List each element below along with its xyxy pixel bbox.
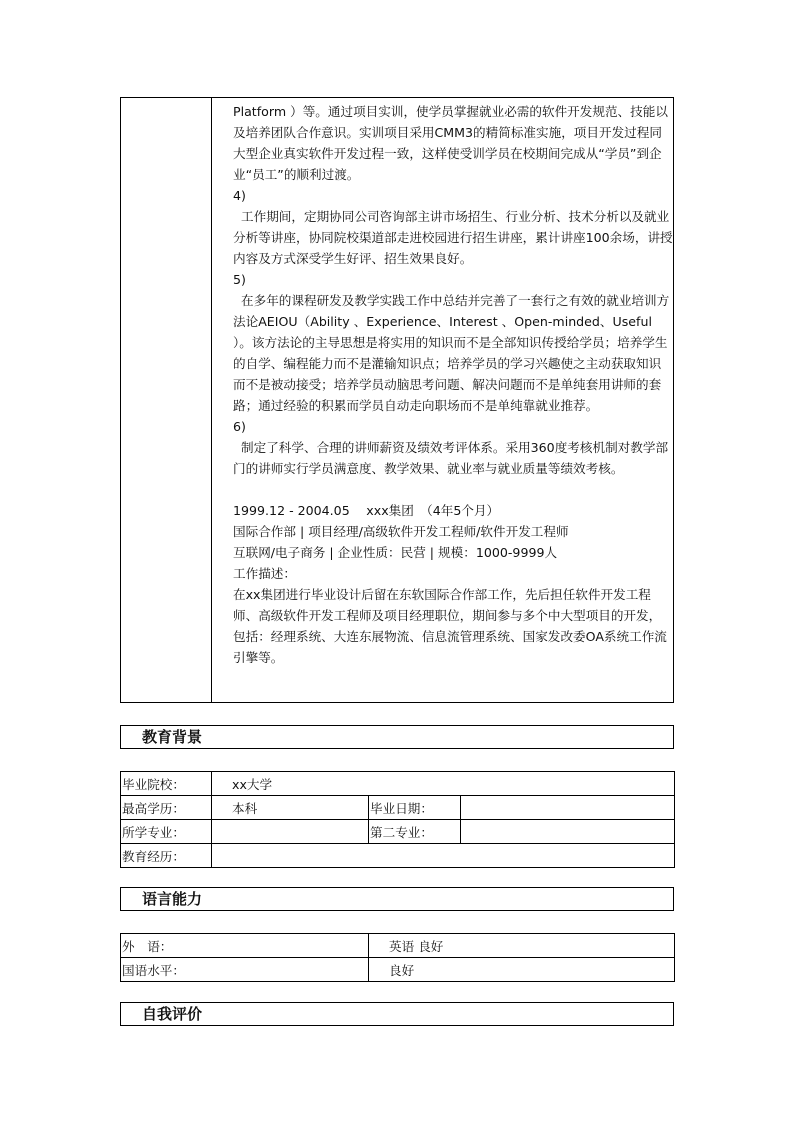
education-history-label: 教育经历： (121, 844, 212, 868)
school-value: xx大学 (212, 772, 675, 796)
column-divider (211, 98, 212, 702)
major-value (212, 820, 369, 844)
job-role: 国际合作部 | 项目经理/高级软件开发工程师/软件开发工程师 (233, 524, 569, 539)
work-item-number: 5) (233, 272, 246, 287)
education-table (120, 771, 675, 868)
foreign-language-label: 外 语： (121, 934, 369, 958)
mandarin-value: 良好 (369, 958, 675, 982)
mandarin-label: 国语水平： (121, 958, 369, 982)
spacer (233, 479, 673, 500)
job-description: 在xx集团进行毕业设计后留在东软国际合作部工作，先后担任软件开发工程师、高级软件开发工程师及项目经理职位，期间参与多个中大型项目的开发，包括：经理系统、大连东展物流、信息流管理系统、国家发改委OA系统工作流引擎等。 (233, 587, 667, 665)
table-row (121, 820, 675, 844)
section-header-self-evaluation (120, 1002, 674, 1026)
work-experience-content (233, 101, 673, 668)
major-label: 所学专业： (121, 820, 212, 844)
table-row (121, 934, 675, 958)
table-row (121, 796, 675, 820)
grad-date-value (461, 796, 675, 820)
work-paragraph: Platform ）等。通过项目实训，使学员掌握就业必需的软件开发规范、技能以及培养团队合作意识。实训项目采用CMM3的精简标准实施，项目开发过程同大型企业真实软件开发过程一致，这样使受训学员在校期间完成从“学员”到企业“员工”的顺利过渡。 (233, 104, 668, 182)
table-row (121, 772, 675, 796)
section-title: 自我评价 (142, 1005, 203, 1023)
work-paragraph: 在多年的课程研发及教学实践工作中总结并完善了一套行之有效的就业培训方法论AEIOU（Ability 、Experience、Interest 、Open-minded、Useful ）。该方法论的主导思想是将实用的知识而不是全部知识传授给学员；培养学生的自学、编程能力而不是灌输知识点；培养学员的学习兴趣使之主动获取知识而不是被动接受；培养学员动脑思考问题、解决问题而不是单纯套用讲师的套路；通过经验的积累而学员自动走向职场而不是单纯靠就业推荐。 (233, 293, 670, 413)
section-header-education (120, 725, 674, 749)
degree-label: 最高学历： (121, 796, 212, 820)
job-period: 1999.12 - 2004.05 xxx集团 （4年5个月） (233, 503, 500, 518)
work-paragraph: 工作期间，定期协同公司咨询部主讲市场招生、行业分析、技术分析以及就业分析等讲座，协同院校渠道部走进校园进行招生讲座，累计讲座100余场，讲授内容及方式深受学生好评、招生效果良好。 (233, 209, 673, 266)
job-desc-label: 工作描述： (233, 566, 296, 581)
second-major-label: 第二专业： (369, 820, 461, 844)
section-title: 教育背景 (142, 728, 203, 746)
foreign-language-value: 英语 良好 (369, 934, 675, 958)
education-history-value (212, 844, 675, 868)
table-row (121, 958, 675, 982)
work-item-number: 6) (233, 419, 246, 434)
work-experience-box (120, 97, 674, 703)
grad-date-label: 毕业日期： (369, 796, 461, 820)
section-header-language (120, 887, 674, 911)
section-title: 语言能力 (142, 890, 203, 908)
school-label: 毕业院校： (121, 772, 212, 796)
table-row (121, 844, 675, 868)
degree-value: 本科 (212, 796, 369, 820)
second-major-value (461, 820, 675, 844)
language-table (120, 933, 675, 982)
job-company: 互联网/电子商务 | 企业性质：民营 | 规模：1000-9999人 (233, 545, 558, 560)
work-paragraph: 制定了科学、合理的讲师薪资及绩效考评体系。采用360度考核机制对教学部门的讲师实行学员满意度、教学效果、就业率与就业质量等绩效考核。 (233, 440, 669, 476)
work-item-number: 4) (233, 188, 246, 203)
